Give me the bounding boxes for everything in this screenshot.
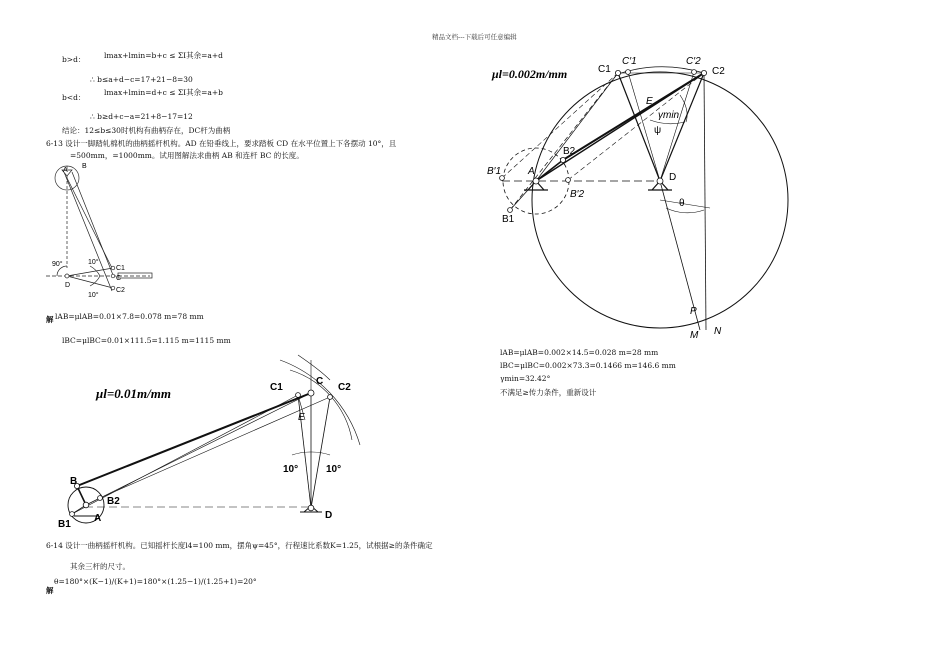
label-r-bp2: B′2 — [570, 189, 585, 200]
label-d: D — [325, 510, 333, 521]
lbc-equation-left: lBC=μlBC=0.01×111.5=1.115 m=1115 mm — [62, 336, 231, 345]
problem-6-14-line2: 其余三杆的尺寸。 — [70, 562, 130, 571]
lab-equation-left: lAB=μlAB=0.01×7.8=0.078 m=78 mm — [55, 312, 204, 321]
small-label-c2: C2 — [116, 287, 125, 294]
label-r-theta: θ — [679, 198, 685, 209]
label-r-c2: C2 — [712, 66, 725, 77]
label-r-c1: C1 — [598, 64, 611, 75]
label-r-a: A — [528, 166, 535, 177]
problem-6-14-line1: 6-14 设计一曲柄摇杆机构。已知摇杆长度l4=100 mm，摆角ψ=45°，行程速比系数K=1.25，试根据≥的条件确定 — [46, 541, 433, 550]
label-c: C — [316, 376, 324, 387]
label-r-e: E — [646, 96, 653, 107]
condition-b-less-d: b<d： — [62, 93, 86, 102]
label-10deg-2: 10° — [326, 464, 342, 475]
scale-label-left: μl=0.01m/mm — [96, 386, 171, 401]
label-r-b2: B2 — [563, 146, 576, 157]
result-2: ∴ b≥d+c−a=21+8−17=12 — [90, 112, 193, 121]
small-label-c: C — [116, 275, 122, 282]
label-b2: B2 — [107, 496, 120, 507]
label-r-gamma: γmin — [658, 110, 680, 121]
label-c1: C1 — [270, 382, 283, 393]
conclusion: 结论：12≤b≤30时机构有曲柄存在，DC杆为曲柄 — [62, 126, 231, 135]
label-r-m: M — [690, 330, 699, 341]
label-10deg-1: 10° — [283, 464, 299, 475]
small-label-a: A — [63, 167, 68, 174]
label-r-p: P — [690, 306, 697, 317]
inequality-2: lmax+lmin=d+c ≤ ΣI其余=a+b — [104, 88, 223, 97]
label-e: E — [298, 412, 305, 423]
label-r-cp2: C′2 — [686, 56, 701, 67]
small-label-c1: C1 — [116, 265, 125, 272]
small-label-b: B — [82, 163, 87, 170]
result-1: ∴ b≤a+d−c=17+21−8=30 — [90, 75, 193, 84]
small-label-90: 90° — [52, 261, 63, 268]
label-r-bp1: B′1 — [487, 166, 502, 177]
label-a: A — [94, 513, 102, 524]
theta-equation: θ=180°×(K−1)/(K+1)=180°×(1.25−1)/(1.25+1)=20° — [54, 577, 257, 586]
problem-6-13-line2: =500mm，=1000mm。试用图解法求曲柄 AB 和连杆 BC 的长度。 — [70, 151, 304, 160]
scale-label-right: μl=0.002m/mm — [492, 67, 568, 81]
label-r-cp1: C′1 — [622, 56, 637, 67]
label-b1: B1 — [58, 519, 71, 530]
gamma-min-equation: γmin=32.42° — [500, 374, 551, 383]
label-r-n: N — [714, 326, 722, 337]
solution-mark-1: 解 — [46, 315, 54, 324]
condition-b-greater-d: b>d： — [62, 55, 86, 64]
label-r-d: D — [669, 172, 677, 183]
solution-mark-2: 解 — [46, 586, 54, 595]
small-label-10a: 10° — [88, 259, 99, 266]
lab-equation-right: lAB=μlAB=0.002×14.5=0.028 m=28 mm — [500, 348, 659, 357]
small-label-10b: 10° — [88, 292, 99, 299]
lbc-equation-right: lBC=μlBC=0.002×73.3=0.1466 m=146.6 mm — [500, 361, 676, 370]
page-header: 精品文档---下载后可任意编辑 — [432, 33, 517, 41]
label-c2: C2 — [338, 382, 351, 393]
label-r-psi: ψ — [654, 125, 662, 136]
small-label-d: D — [65, 282, 71, 289]
problem-6-13-line1: 6-13 设计一脚踏轧棉机的曲柄摇杆机构。AD 在铅垂线上，要求踏板 CD 在水平位置上下各摆动 10°，且 — [46, 139, 397, 148]
label-b: B — [70, 476, 78, 487]
label-r-b1: B1 — [502, 214, 515, 225]
redesign-note: 不满足≥传力条件，重新设计 — [500, 388, 597, 397]
inequality-1: lmax+lmin=b+c ≤ ΣI其余=a+d — [104, 51, 223, 60]
